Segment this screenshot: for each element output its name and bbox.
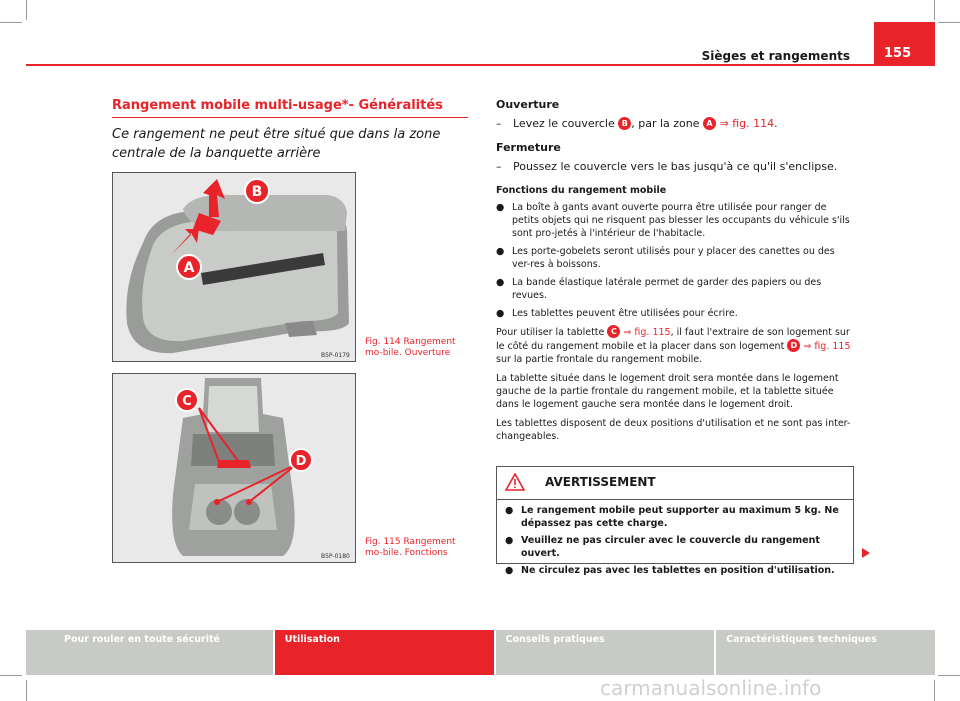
step-text: Levez le couvercle [513,117,619,130]
paragraph: La tablette située dans le logement droit sera montée dans le logement gauche de la partie frontale du rangement mobile, et la tablette située dans le logement gauche sera montée dans le logement droit. [496,373,839,410]
warning-box [496,466,854,576]
list-item [496,307,854,320]
bullet: ● [496,246,505,257]
tab-pour-rouler[interactable]: Pour rouler en toute sécurité [26,630,273,675]
figure-115-image [112,373,356,563]
bullet: ● [496,277,505,288]
page-number: 155 [874,22,935,66]
warning-title: AVERTISSEMENT [545,475,656,489]
tab-utilisation[interactable]: Utilisation [275,630,494,675]
callout-c: C [182,394,192,409]
tab-conseils-pratiques[interactable]: Conseils pratiques [496,630,715,675]
ouverture-heading: Ouverture [496,98,560,111]
figure-114-caption: Fig. 114 Rangement mo-bile. Ouverture [365,337,456,358]
ref-badge-b: B [618,117,631,130]
warning-item [505,504,845,530]
right-column [496,98,854,449]
crop-mark [938,22,960,23]
tab-caracteristiques-techniques[interactable]: Caractéristiques techniques [716,630,935,675]
header-rule [26,64,935,66]
bullet: ● [505,565,514,576]
crop-mark [0,675,22,676]
section-intro: Ce rangement ne peut être situé que dans la zone centrale de la banquette arrière [112,127,441,161]
paragraph-tablette [496,325,854,366]
crop-mark [938,675,960,676]
para-text: Pour utiliser la tablette [496,327,608,338]
ref-badge-d: D [787,339,800,352]
figure-115-caption: Fig. 115 Rangement mo-bile. Fonctions [365,537,456,558]
crop-mark [26,0,27,20]
bullet: ● [496,308,505,319]
bullet: ● [496,202,505,213]
footer-tabs [26,630,935,675]
continue-arrow-icon [862,548,870,558]
crop-mark [934,0,935,20]
fermeture-heading: Fermeture [496,141,561,154]
bullet: ● [505,535,514,546]
step-text: Poussez le couvercle vers le bas jusqu'à ce qu'il s'enclipse. [513,160,838,173]
list-item [496,201,854,240]
step-text: , par la zone [631,117,704,130]
chapter-title: Sièges et rangements [701,49,850,63]
warning-item [505,534,845,560]
list-item-text: Les tablettes peuvent être utilisées pour écrire. [512,308,738,319]
warning-body [497,500,853,577]
para-text: sur la partie frontale du rangement mobile. [496,354,703,365]
fonctions-heading: Fonctions du rangement mobile [496,185,667,196]
warning-header [497,467,853,500]
callout-a: A [183,260,195,276]
fig-115-link[interactable]: ⇒ fig. 115 [800,341,851,352]
paragraph: Les tablettes disposent de deux positions d'utilisation et ne sont pas inter-changeables. [496,418,851,442]
callout-d: D [295,454,307,469]
warning-triangle-icon [505,473,525,495]
warning-item-text: Le rangement mobile peut supporter au maximum 5 kg. Ne dépassez pas cette charge. [521,505,839,529]
figure-code: B5P-0179 [321,352,350,359]
list-item-text: La boîte à gants avant ouverte pourra être utilisée pour ranger de petits objets qui ne risquent pas blesser les occupants du véhicule s'ils sont pro-jetés à l'intérieur de l'habitacle. [512,202,850,239]
dash: – [496,117,502,130]
section-title: Rangement mobile multi-usage*- Généralités [112,98,443,113]
ref-badge-a: A [703,117,716,130]
warning-item-text: Veuillez ne pas circuler avec le couvercle du rangement ouvert. [521,535,820,559]
watermark: carmanualsonline.info [600,676,822,700]
crop-mark [26,680,27,701]
fermeture-step [496,160,854,174]
ouverture-step [496,117,854,131]
para-text: , il faut l'extraire de son logement sur le côté du rangement mobile et la placer dans son logement [496,327,850,352]
ref-badge-c: C [607,325,620,338]
crop-mark [0,22,22,23]
section-rule [112,117,468,118]
list-item [496,276,854,302]
fig-115-link[interactable]: ⇒ fig. 115 [620,327,671,338]
list-item [496,245,854,271]
figure-114-image [112,172,356,362]
fig-114-link[interactable]: ⇒ fig. 114 [719,117,775,130]
warning-item [505,564,845,577]
list-item-text: La bande élastique latérale permet de garder des papiers ou des revues. [512,277,822,301]
figure-code: B5P-0180 [321,553,350,560]
step-text: . [774,117,778,130]
bullet: ● [505,505,514,516]
list-item-text: Les porte-gobelets seront utilisés pour y placer des canettes ou des ver-res à boissons. [512,246,835,270]
warning-item-text: Ne circulez pas avec les tablettes en position d'utilisation. [521,565,835,576]
dash: – [496,160,502,173]
crop-mark [934,680,935,701]
callout-b: B [251,184,263,200]
